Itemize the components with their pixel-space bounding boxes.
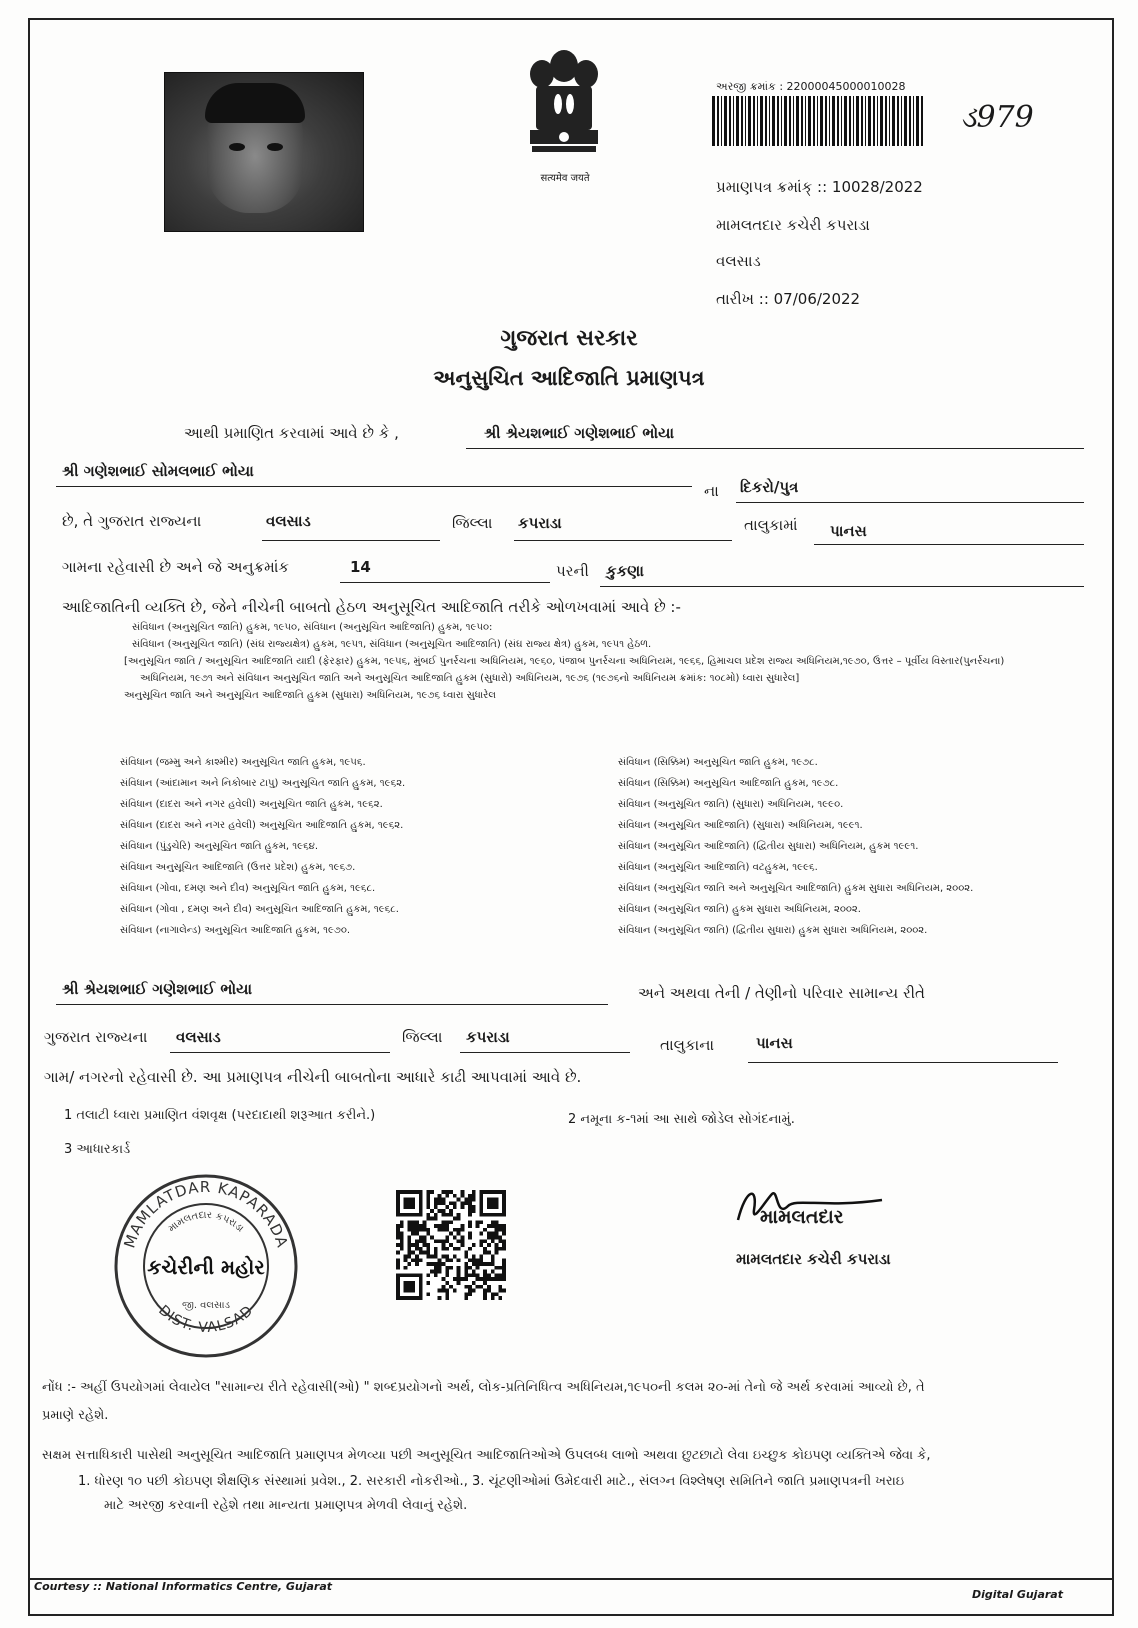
list-item: સંવિધાન (અનુસૂચિત આદિજાતિ) (સુધારા) અધિનિયમ, ૧૯૯૧. [618, 820, 863, 831]
list-item: સંવિધાન (આંદામાન અને નિકોબાર ટાપુ) અનુસૂચિત જાતિ હુકમ, ૧૯૬૨. [120, 778, 406, 789]
state-text: છે, તે ગુજરાત રાજ્યના [62, 512, 202, 530]
list-item: સંવિધાન (અનુસૂચિત જાતિ) (દ્વિતીય સુધારા) હુકમ સુધારા અધિનિયમ, ૨૦૦૨. [618, 925, 928, 936]
footer-digital-gujarat: Digital Gujarat [972, 1588, 1063, 1601]
note-2-line-3: માટે અરજી કરવાની રહેશે તથા માન્યતા પ્રમાણપત્ર મેળવી લેવાનું રહેશે. [104, 1498, 468, 1513]
list-item: સંવિધાન (અનુસૂચિત જાતિ અને અનુસૂચિત આદિજાતિ) હુકમ સુધારા અધિનિયમ, ૨૦૦૨. [618, 883, 974, 894]
signatory-office: મામલતદાર કચેરી કપરાડા [736, 1250, 891, 1268]
district-value: વલસાડ [266, 512, 311, 530]
order-line: અધિનિયમ, ૧૯૭૧ અને સંવિધાન અનુસૂચિત જાતિ અને અનુસૂચિત આદિજાતિ હુકમ (સુધારો) અધિનિયમ, ૧૯૭૬ (૧૯૭૬નો અધિનિયમ ક્રમાંક: ૧૦૮મો) ધ્વારા સુધારેલ] [140, 673, 800, 684]
note-2-line-2: 1. ધોરણ ૧૦ પછી કોઇપણ શૈક્ષણિક સંસ્થામાં પ્રવેશ., 2. સરકારી નોકરીઓ., 3. ચૂંટણીઓમાં ઉમેદવારી માટે., સંલગ્ન વિશ્લેષણ સમિતિને જાતિ પ્રમાણપત્રની ખરાઇ [78, 1474, 905, 1489]
note-1-line-2: પ્રમાણે રહેશે. [42, 1408, 109, 1423]
order-line: સંવિધાન (અનુસૂચિત જાતિ) હુકમ, ૧૯૫૦, સંવિધાન (અનુસૂચિત આદિજાતિ) હુકમ, ૧૯૫૦: [132, 622, 493, 633]
supporting-document-1: 1 તલાટી ધ્વારા પ્રમાણિત વંશવૃક્ષ (પરદાદાથી શરૂઆત કરીને.) [64, 1108, 376, 1123]
qr-code [396, 1190, 506, 1300]
signatory-title: મામલતદાર [760, 1206, 844, 1228]
certify-text: આથી પ્રમાણિત કરવામાં આવે છે કે , [184, 424, 399, 442]
issuing-office: મામલતદાર કચેરી કપરાડા [716, 216, 870, 234]
na-text: ના [704, 482, 719, 500]
certificate-number: પ્રમાણપત્ર ક્રમાંક્ :: 10028/2022 [716, 178, 923, 196]
emblem-motto: सत्यमेव जयते [540, 173, 590, 184]
list-item: સંવિધાન (અનુસૂચિત જાતિ) હુકમ સુધારા અધિનિયમ, ૨૦૦૨. [618, 904, 861, 915]
applicant-name: શ્રી શ્રેયશભાઈ ગણેશભાઈ ભોયા [484, 424, 675, 442]
list-item: સંવિધાન (દાદરા અને નગર હવેલી) અનુસૂચિત આદિજાતિ હુકમ, ૧૯૬૨. [120, 820, 404, 831]
application-number: અરજી ક્રમાંક : 22000045000010028 [716, 80, 906, 93]
list-item: સંવિધાન (જમ્મુ અને કાશ્મીર) અનુસૂચિત જાતિ હુકમ, ૧૯૫૬. [120, 757, 366, 768]
seal-inner-bottom-text: જી. વલસાડ [181, 1300, 231, 1311]
order-line: સંવિધાન (અનુસૂચિત જાતિ) (સંઘ રાજ્યક્ષેત્ર) હુકમ, ૧૯૫૧, સંવિધાન (અનુસૂચિત આદિજાતિ) (સંઘ રાજ્ય ક્ષેત્ર) હુકમ, ૧૯૫૧ હેઠળ. [132, 639, 652, 650]
parent-name: શ્રી ગણેશભાઈ સોમલભાઈ ભોયા [62, 462, 254, 480]
seal-center-text: કચેરીની મહોર [147, 1255, 265, 1279]
list-item: સંવિધાન (સિક્કિમ) અનુસૂચિત જાતિ હુકમ, ૧૯૭૮. [618, 757, 818, 768]
list-item: સંવિધાન (નાગાલેન્ડ) અનુસૂચિત આદિજાતિ હુકમ, ૧૯૭૦. [120, 925, 351, 936]
state-text-2: ગુજરાત રાજ્યના [44, 1028, 148, 1046]
relation: દિકરો/પુત્ર [740, 478, 799, 496]
family-text: અને અથવા તેની / તેણીનો પરિવાર સામાન્ય રીતે [638, 984, 925, 1002]
seal-top-text: MAMLATDAR KAPARADA [120, 1177, 292, 1251]
handwritten-number: ડ979 [960, 100, 1034, 135]
tribe-text: આદિજાતિની વ્યક્તિ છે, જેને નીચેની બાબતો હેઠળ અનુસૂચિત આદિજાતિ તરીકે ઓળખવામાં આવે છે :- [62, 598, 681, 616]
order-lines [124, 622, 1092, 702]
village-value-2: પાનસ [756, 1034, 793, 1052]
order-line: અનુસૂચિત જાતિ અને અનુસૂચિત આદિજાતિ હુકમ (સુધારા) અધિનિયમ, ૧૯૭૬ ધ્વારા સુધારેલ [124, 690, 496, 701]
order-list-right [618, 752, 1108, 941]
barcode [712, 96, 924, 146]
list-item: સંવિધાન (અનુસૂચિત આદિજાતિ) વટહુકમ, ૧૯૯૬. [618, 862, 818, 873]
supporting-document-3: 3 આધારકાર્ડ [64, 1142, 131, 1157]
office-seal [112, 1172, 300, 1360]
taluka-label: તાલુકામાં [744, 516, 798, 534]
district-label-2: જિલ્લા [402, 1028, 443, 1046]
svg-text:મામલતદાર કપરાડા [166, 1210, 246, 1235]
taluka-value-2: કપરાડા [466, 1028, 510, 1046]
issue-date: તારીખ :: 07/06/2022 [716, 290, 861, 308]
list-item: સંવિધાન (ગોવા , દમણ અને દીવ) અનુસૂચિત આદિજાતિ હુકમ, ૧૯૬૮. [120, 904, 399, 915]
district-value-2: વલસાડ [176, 1028, 221, 1046]
resident-text: ગામના રહેવાસી છે અને જે અનુક્રમાંક [62, 558, 290, 576]
list-item: સંવિધાન (અનુસૂચિત જાતિ) (સુધારા) અધિનિયમ, ૧૯૯૦. [618, 799, 844, 810]
serial-number: 14 [350, 558, 371, 576]
taluka-label-2: તાલુકાના [660, 1036, 715, 1054]
district-label: જિલ્લા [452, 514, 493, 532]
list-item: સંવિધાન અનુસૂચિત આદિજાતિ (ઉત્તર પ્રદેશ) હુકમ, ૧૯૬૭. [120, 862, 356, 873]
footer-courtesy: Courtesy :: National Informatics Centre, Gujarat [34, 1580, 333, 1593]
basis-text: ગામ/ નગરનો રહેવાસી છે. આ પ્રમાણપત્ર નીચેની બાબતોના આધારે કાઢી આપવામાં આવે છે. [44, 1068, 582, 1086]
village-value: પાનસ [830, 522, 867, 540]
taluka-value: કપરાડા [518, 514, 562, 532]
state-emblem-icon [518, 44, 610, 174]
list-item: સંવિધાન (પુંડુચેરિ) અનુસૂચિત જાતિ હુકમ, ૧૯૬૪. [120, 841, 319, 852]
certificate-title: અનુસુચિત આદિજાતિ પ્રમાણપત્ર [433, 366, 705, 390]
parni-text: પરની [556, 562, 589, 580]
note-2-line-1: સક્ષમ સત્તાધિકારી પાસેથી અનુસૂચિત આદિજાતિ પ્રમાણપત્ર મેળવ્યા પછી અનુસૂચિત આદિજાતિઓએ ઉપલબ્ધ લાભો અથવા છુટછાટો લેવા ઇચ્છુક કોઇપણ વ્યક્તિએ જેવા કે, [42, 1448, 931, 1463]
applicant-photo [164, 72, 364, 232]
list-item: સંવિધાન (અનુસૂચિત આદિજાતિ) (દ્વિતીય સુધારા) અધિનિયમ, હુકમ ૧૯૯૧. [618, 841, 919, 852]
government-title: ગુજરાત સરકાર [500, 326, 638, 351]
seal-inner-top-text: મામલતદાર કપરાડા [166, 1209, 246, 1235]
note-1-line-1: નોંધ :- અહીં ઉપયોગમાં લેવાયેલ "સામાન્ય રીતે રહેવાસી(ઓ) " શબ્દપ્રયોગનો અર્થ, લોક-પ્રતિનિધિત્વ અધિનિયમ,૧૯૫૦ની કલમ ૨૦-માં તેનો જે અર્થ કરવામાં આવ્યો છે, તે [42, 1380, 925, 1395]
list-item: સંવિધાન (સિક્કિમ) અનુસૂચિત આદિજાતિ હુકમ, ૧૯૭૮. [618, 778, 839, 789]
supporting-document-2: 2 નમૂના ક-૧માં આ સાથે જોડેલ સોગંદનામું. [568, 1112, 795, 1127]
seal-bottom-text: DIST. VALSAD [155, 1302, 257, 1337]
issuing-district: વલસાડ [716, 252, 761, 270]
list-item: સંવિધાન (ગોવા, દમણ અને દીવ) અનુસૂચિત જાતિ હુકમ, ૧૯૬૮. [120, 883, 376, 894]
order-line: [અનુસૂચિત જાતિ / અનુસૂચિત આદિજાતિ યાદી (ફેરફાર) હુકમ, ૧૯૫૬, મુંબઈ પુનર્રચના અધિનિયમ, ૧૯૬૦, પંજાબ પુનર્રચના અધિનિયમ, ૧૯૬૬, હિમાચલ પ્રદેશ રાજ્ય અધિનિયમ,૧૯૭૦, ઉત્તર – પૂર્વીય વિસ્તાર(પુનર્રચના) [124, 656, 1005, 667]
list-item: સંવિધાન (દાદરા અને નગર હવેલી) અનુસૂચિત જાતિ હુકમ, ૧૯૬૨. [120, 799, 383, 810]
order-list-left [120, 752, 600, 941]
applicant-name-2: શ્રી શ્રેયશભાઈ ગણેશભાઈ ભોયા [62, 980, 253, 998]
tribe-name: કુકણા [606, 562, 644, 580]
